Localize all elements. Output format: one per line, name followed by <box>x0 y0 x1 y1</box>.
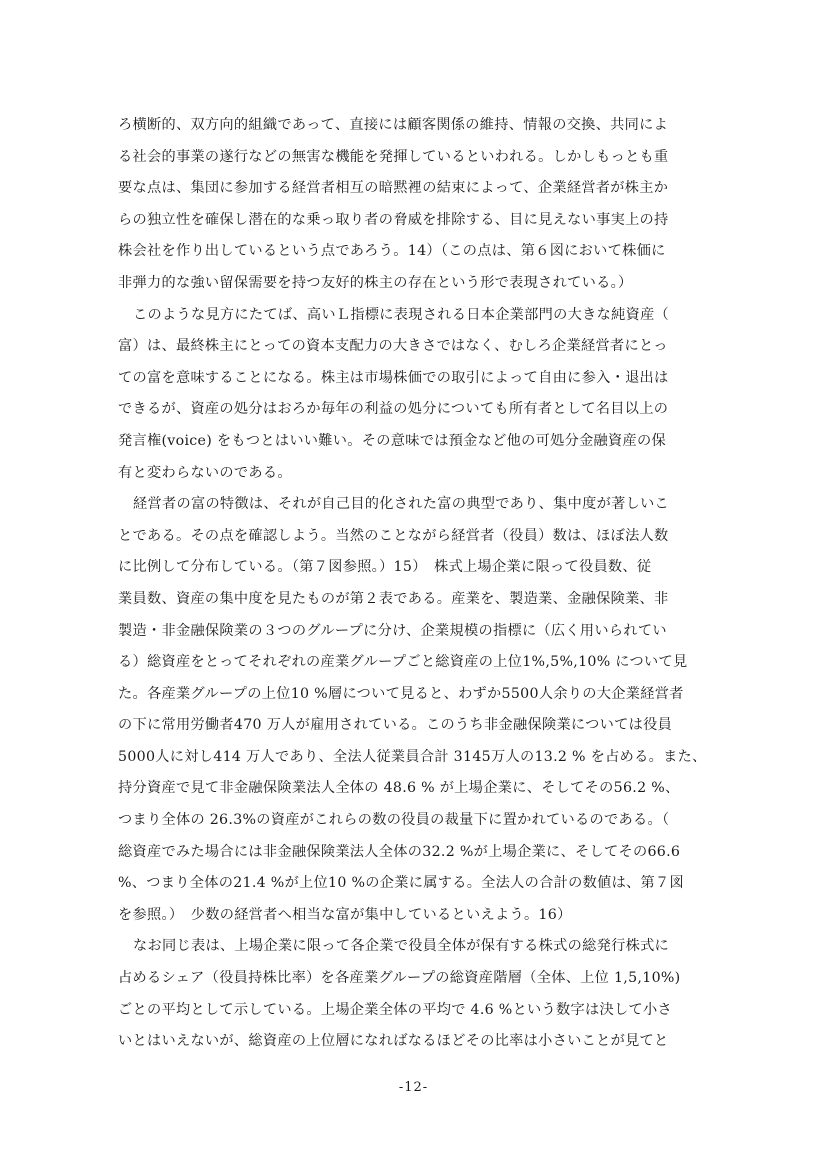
paragraph-concentration <box>118 489 743 931</box>
text-line: に比例して分布している。（第７図参照。）15） 株式上場企業に限って役員数、従 <box>118 559 652 576</box>
text-line: できるが、資産の処分はおろか毎年の利益の処分についても所有者として名目以上の <box>118 401 669 418</box>
text-line: ろ横断的、双方向的組織であって、直接には顧客関係の維持、情報の交換、共同によ <box>118 117 669 133</box>
text-line: ての富を意味することになる。株主は市場株価での取引によって自由に参入・退出は <box>118 369 669 386</box>
text-line: 非弾力的な強い留保需要を持つ友好的株主の存在という形で表現されている。） <box>118 274 633 291</box>
text-line: らの独立性を確保し潜在的な乗っ取り者の脅威を排除する、目に見えない事実上の持 <box>118 211 669 228</box>
text-line: 株会社を作り出しているという点であろう。14）（この点は、第６図において株価に <box>118 243 666 260</box>
body-text <box>118 110 743 1058</box>
text-line: ごとの平均として示している。上場企業全体の平均で 4.6 %という数字は決して小さ <box>118 1001 672 1018</box>
text-line: このような見方にたてば、高いＬ指標に表現される日本企業部門の大きな純資産（ <box>133 306 670 323</box>
paragraph-net-assets <box>118 300 743 490</box>
paragraph-keiretsu <box>118 110 743 300</box>
text-line: る社会的事業の遂行などの無害な機能を発揮しているといわれる。しかしもっとも重 <box>118 148 669 165</box>
text-line: 有と変わらないのである。 <box>118 464 292 481</box>
text-line: いとはいえないが、総資産の上位層になればなるほどその比率は小さいことが見てと <box>118 1033 669 1050</box>
text-line: 総資産でみた場合には非金融保険業法人全体の32.2 %が上場企業に、そしてその66.6 <box>118 843 681 860</box>
text-line: 発言権(voice) をもつとはいい難い。その意味では預金など他の可処分金融資産の保 <box>118 432 666 449</box>
text-line: 5000人に対し414 万人であり、全法人従業員合計 3145万人の13.2 % を占める。また、 <box>118 748 707 765</box>
text-line: 富）は、最終株主にとっての資本支配力の大きさではなく、むしろ企業経営者にとっ <box>118 338 668 355</box>
page-number: -12- <box>398 1080 429 1095</box>
text-line: る）総資産をとってそれぞれの産業グループごと総資産の上位1%,5%,10% について見 <box>118 654 688 671</box>
text-line: 業員数、資産の集中度を見たものが第２表である。産業を、製造業、金融保険業、非 <box>118 590 669 607</box>
text-line: 占めるシェア（役員持株比率）を各産業グループの総資産階層（全体、上位 1,5,10%) <box>118 970 681 987</box>
text-line: を参照。） 少数の経営者へ相当な富が集中しているといえよう。16） <box>118 906 572 923</box>
text-line: の下に常用労働者470 万人が雇用されている。このうち非金融保険業については役員 <box>118 717 673 734</box>
text-line: 製造・非金融保険業の３つのグループに分け、企業規模の指標に（広く用いられてい <box>118 622 667 639</box>
text-line: 要な点は、集団に参加する経営者相互の暗黙裡の結束によって、企業経営者が株主か <box>118 180 669 197</box>
text-line: 経営者の富の特徴は、それが自己目的化された富の典型であり、集中度が著しいこ <box>133 496 670 513</box>
text-line: なお同じ表は、上場企業に限って各企業で役員全体が保有する株式の総発行株式に <box>133 938 670 955</box>
text-line: 持分資産で見て非金融保険業法人全体の 48.6 % が上場企業に、そしてその56.2 %、 <box>118 780 680 797</box>
text-line: た。各産業グループの上位10 %層について見ると、わずか5500人余りの大企業経営者 <box>118 685 684 702</box>
text-line: とである。その点を確認しよう。当然のことながら経営者（役員）数は、ほぼ法人数 <box>118 527 669 544</box>
text-line: %、つまり全体の21.4 %が上位10 %の企業に属する。全法人の合計の数値は、第７図 <box>118 875 685 892</box>
text-line: つまり全体の 26.3%の資産がこれらの数の役員の裁量下に置かれているのである。（ <box>118 812 670 829</box>
paragraph-director-ownership <box>118 931 743 1057</box>
